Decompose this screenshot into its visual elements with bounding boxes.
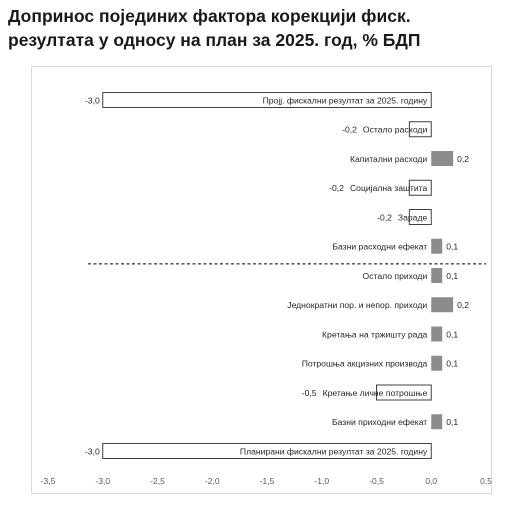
category-label: Једнократни пор. и непор. приходи bbox=[287, 300, 428, 311]
category-label: Остало приходи bbox=[362, 270, 428, 281]
x-tick-label: -1,0 bbox=[314, 476, 330, 486]
x-tick-label: -2,5 bbox=[150, 476, 165, 486]
value-label: 0,1 bbox=[446, 241, 459, 252]
category-label: Кретања на тржишту рада bbox=[322, 329, 428, 340]
bar bbox=[431, 414, 442, 429]
category-label: Пројј. фискални резултат за 2025. годину bbox=[262, 95, 428, 106]
category-label: Потрошња акцизних производа bbox=[301, 358, 428, 369]
chart-title-line-1: Допринос појединих фактора корекцији фиск. bbox=[8, 6, 411, 26]
value-label: -0,2 bbox=[377, 212, 392, 223]
value-label: -0,2 bbox=[329, 183, 344, 194]
value-label: 0,1 bbox=[446, 417, 459, 428]
x-tick-label: -0,5 bbox=[369, 476, 384, 486]
x-tick-label: -1,5 bbox=[259, 476, 275, 486]
chart-title-line-2: резултата у односу на план за 2025. год, % БДП bbox=[8, 30, 421, 50]
x-tick-label: -2,0 bbox=[204, 476, 220, 486]
value-label: 0,2 bbox=[457, 300, 470, 311]
category-label: Кретање личне потрошње bbox=[322, 387, 428, 398]
value-label: 0,2 bbox=[457, 153, 470, 164]
category-label: Зараде bbox=[397, 212, 428, 223]
category-label: Капитални расходи bbox=[349, 153, 428, 164]
value-label: -0,2 bbox=[342, 124, 357, 135]
bar bbox=[431, 268, 442, 283]
x-tick-label: 0,0 bbox=[425, 476, 438, 486]
category-label: Базни расходни ефекат bbox=[332, 241, 428, 252]
x-tick-label: 0,5 bbox=[480, 476, 492, 486]
value-label: -0,5 bbox=[301, 387, 317, 398]
bar bbox=[431, 239, 442, 254]
category-label: Планирани фискални резултат за 2025. годину bbox=[239, 446, 428, 457]
value-label: 0,1 bbox=[446, 329, 459, 340]
x-tick-label: -3,0 bbox=[95, 476, 111, 486]
category-label: Базни приходни ефекат bbox=[331, 417, 428, 428]
bar bbox=[431, 327, 442, 342]
bar bbox=[431, 151, 453, 166]
category-label: Остало расходи bbox=[362, 124, 428, 135]
bar bbox=[431, 356, 442, 371]
category-label: Социјална заштита bbox=[349, 183, 428, 194]
value-label: 0,1 bbox=[446, 270, 459, 281]
x-tick-label: -3,5 bbox=[40, 476, 56, 486]
bar bbox=[431, 297, 453, 312]
value-label: 0,1 bbox=[446, 358, 459, 369]
value-label: -3,0 bbox=[84, 446, 100, 457]
value-label: -3,0 bbox=[84, 95, 100, 106]
